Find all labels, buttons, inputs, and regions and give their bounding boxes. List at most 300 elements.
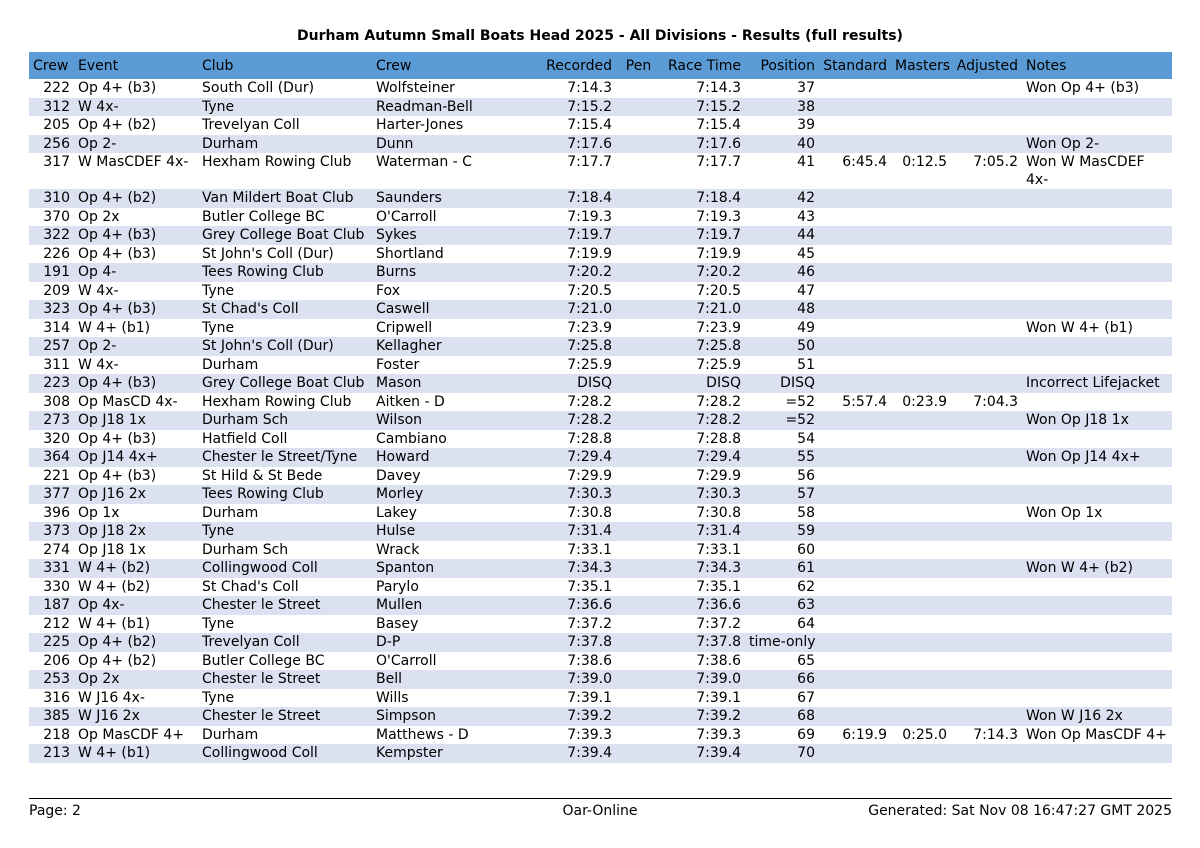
cell-position: 51 bbox=[745, 356, 819, 375]
cell-crew-no: 187 bbox=[29, 596, 74, 615]
cell-masters bbox=[891, 615, 951, 634]
cell-event: Op 4+ (b3) bbox=[74, 79, 198, 98]
cell-adjusted bbox=[951, 744, 1022, 763]
cell-crew: Burns bbox=[372, 263, 502, 282]
cell-masters: 0:23.9 bbox=[891, 393, 951, 412]
cell-club: Butler College BC bbox=[198, 652, 372, 671]
cell-crew: Shortland bbox=[372, 245, 502, 264]
cell-notes bbox=[1022, 189, 1172, 208]
cell-crew: Sykes bbox=[372, 226, 502, 245]
cell-event: Op 4+ (b2) bbox=[74, 116, 198, 135]
table-row bbox=[29, 356, 1172, 375]
cell-adjusted bbox=[951, 596, 1022, 615]
cell-race-time: 7:28.2 bbox=[661, 411, 745, 430]
cell-race-time: 7:25.8 bbox=[661, 337, 745, 356]
cell-crew: O'Carroll bbox=[372, 652, 502, 671]
cell-crew: Bell bbox=[372, 670, 502, 689]
cell-race-time: 7:29.9 bbox=[661, 467, 745, 486]
col-header-crew-no: Crew bbox=[29, 52, 74, 79]
cell-crew-no: 323 bbox=[29, 300, 74, 319]
cell-position: 65 bbox=[745, 652, 819, 671]
cell-club: St Chad's Coll bbox=[198, 578, 372, 597]
cell-crew: Davey bbox=[372, 467, 502, 486]
cell-notes bbox=[1022, 541, 1172, 560]
cell-standard bbox=[819, 596, 891, 615]
cell-recorded: 7:29.9 bbox=[502, 467, 616, 486]
table-row bbox=[29, 189, 1172, 208]
cell-standard: 5:57.4 bbox=[819, 393, 891, 412]
cell-masters bbox=[891, 670, 951, 689]
cell-race-time: 7:31.4 bbox=[661, 522, 745, 541]
cell-standard bbox=[819, 79, 891, 98]
cell-notes bbox=[1022, 744, 1172, 763]
cell-adjusted bbox=[951, 485, 1022, 504]
cell-adjusted bbox=[951, 208, 1022, 227]
cell-recorded: 7:30.3 bbox=[502, 485, 616, 504]
cell-event: Op 2x bbox=[74, 208, 198, 227]
cell-position: 60 bbox=[745, 541, 819, 560]
cell-notes: Won Op J14 4x+ bbox=[1022, 448, 1172, 467]
cell-position: 70 bbox=[745, 744, 819, 763]
table-row bbox=[29, 263, 1172, 282]
cell-notes: Won Op J18 1x bbox=[1022, 411, 1172, 430]
cell-adjusted: 7:05.2 bbox=[951, 153, 1022, 189]
cell-adjusted bbox=[951, 689, 1022, 708]
cell-notes: Won W MasCDEF 4x- bbox=[1022, 153, 1172, 189]
cell-race-time: 7:39.0 bbox=[661, 670, 745, 689]
cell-adjusted bbox=[951, 116, 1022, 135]
table-row bbox=[29, 208, 1172, 227]
cell-masters bbox=[891, 559, 951, 578]
cell-event: W MasCDEF 4x- bbox=[74, 153, 198, 189]
cell-event: Op J16 2x bbox=[74, 485, 198, 504]
cell-standard bbox=[819, 374, 891, 393]
cell-pen bbox=[616, 319, 661, 338]
cell-notes bbox=[1022, 522, 1172, 541]
cell-crew-no: 223 bbox=[29, 374, 74, 393]
cell-adjusted bbox=[951, 559, 1022, 578]
cell-pen bbox=[616, 670, 661, 689]
cell-recorded: 7:33.1 bbox=[502, 541, 616, 560]
cell-pen bbox=[616, 633, 661, 652]
cell-crew-no: 218 bbox=[29, 726, 74, 745]
cell-standard bbox=[819, 98, 891, 117]
cell-crew: Foster bbox=[372, 356, 502, 375]
cell-event: W 4+ (b2) bbox=[74, 578, 198, 597]
cell-position: 48 bbox=[745, 300, 819, 319]
cell-pen bbox=[616, 282, 661, 301]
cell-position: =52 bbox=[745, 411, 819, 430]
cell-crew-no: 222 bbox=[29, 79, 74, 98]
cell-standard bbox=[819, 116, 891, 135]
cell-crew: Dunn bbox=[372, 135, 502, 154]
cell-race-time: 7:39.4 bbox=[661, 744, 745, 763]
cell-recorded: 7:38.6 bbox=[502, 652, 616, 671]
cell-notes bbox=[1022, 337, 1172, 356]
cell-notes: Won Op 4+ (b3) bbox=[1022, 79, 1172, 98]
cell-recorded: 7:39.3 bbox=[502, 726, 616, 745]
cell-notes bbox=[1022, 578, 1172, 597]
cell-pen bbox=[616, 707, 661, 726]
cell-crew-no: 385 bbox=[29, 707, 74, 726]
cell-pen bbox=[616, 300, 661, 319]
cell-club: Tyne bbox=[198, 689, 372, 708]
cell-position: 45 bbox=[745, 245, 819, 264]
cell-recorded: 7:36.6 bbox=[502, 596, 616, 615]
cell-notes bbox=[1022, 670, 1172, 689]
cell-pen bbox=[616, 226, 661, 245]
cell-position: =52 bbox=[745, 393, 819, 412]
cell-notes: Won W J16 2x bbox=[1022, 707, 1172, 726]
cell-masters bbox=[891, 689, 951, 708]
cell-recorded: 7:28.2 bbox=[502, 411, 616, 430]
col-header-club: Club bbox=[198, 52, 372, 79]
cell-position: 55 bbox=[745, 448, 819, 467]
cell-crew: Mullen bbox=[372, 596, 502, 615]
table-row bbox=[29, 522, 1172, 541]
cell-crew-no: 253 bbox=[29, 670, 74, 689]
table-row bbox=[29, 485, 1172, 504]
cell-club: St Chad's Coll bbox=[198, 300, 372, 319]
cell-standard bbox=[819, 578, 891, 597]
cell-standard: 6:45.4 bbox=[819, 153, 891, 189]
cell-adjusted bbox=[951, 578, 1022, 597]
table-row bbox=[29, 633, 1172, 652]
table-row bbox=[29, 153, 1172, 189]
cell-crew-no: 221 bbox=[29, 467, 74, 486]
cell-recorded: 7:29.4 bbox=[502, 448, 616, 467]
cell-masters: 0:25.0 bbox=[891, 726, 951, 745]
cell-crew-no: 316 bbox=[29, 689, 74, 708]
cell-recorded: 7:39.2 bbox=[502, 707, 616, 726]
cell-recorded: 7:20.5 bbox=[502, 282, 616, 301]
cell-club: St John's Coll (Dur) bbox=[198, 245, 372, 264]
cell-notes bbox=[1022, 282, 1172, 301]
cell-position: 43 bbox=[745, 208, 819, 227]
cell-recorded: 7:34.3 bbox=[502, 559, 616, 578]
cell-event: W 4+ (b1) bbox=[74, 744, 198, 763]
cell-club: Grey College Boat Club bbox=[198, 226, 372, 245]
results-table bbox=[29, 52, 1172, 763]
cell-crew-no: 273 bbox=[29, 411, 74, 430]
cell-pen bbox=[616, 79, 661, 98]
cell-club: Collingwood Coll bbox=[198, 559, 372, 578]
cell-club: Chester le Street bbox=[198, 707, 372, 726]
cell-crew: Harter-Jones bbox=[372, 116, 502, 135]
cell-event: Op J18 1x bbox=[74, 541, 198, 560]
cell-adjusted bbox=[951, 522, 1022, 541]
cell-recorded: 7:37.2 bbox=[502, 615, 616, 634]
cell-masters bbox=[891, 707, 951, 726]
cell-event: Op 2- bbox=[74, 135, 198, 154]
table-row bbox=[29, 300, 1172, 319]
cell-notes: Incorrect Lifejacket bbox=[1022, 374, 1172, 393]
cell-adjusted bbox=[951, 282, 1022, 301]
cell-masters bbox=[891, 374, 951, 393]
cell-masters bbox=[891, 245, 951, 264]
cell-crew-no: 364 bbox=[29, 448, 74, 467]
cell-masters: 0:12.5 bbox=[891, 153, 951, 189]
cell-event: W 4x- bbox=[74, 98, 198, 117]
footer-divider bbox=[29, 798, 1172, 799]
col-header-position: Position bbox=[745, 52, 819, 79]
cell-event: Op 4+ (b2) bbox=[74, 633, 198, 652]
cell-masters bbox=[891, 652, 951, 671]
cell-club: Grey College Boat Club bbox=[198, 374, 372, 393]
cell-club: South Coll (Dur) bbox=[198, 79, 372, 98]
cell-event: Op 4+ (b3) bbox=[74, 226, 198, 245]
cell-position: 39 bbox=[745, 116, 819, 135]
cell-adjusted bbox=[951, 615, 1022, 634]
cell-club: Tyne bbox=[198, 319, 372, 338]
cell-position: 46 bbox=[745, 263, 819, 282]
cell-standard: 6:19.9 bbox=[819, 726, 891, 745]
cell-masters bbox=[891, 98, 951, 117]
cell-adjusted bbox=[951, 79, 1022, 98]
cell-race-time: 7:23.9 bbox=[661, 319, 745, 338]
cell-notes bbox=[1022, 393, 1172, 412]
cell-masters bbox=[891, 596, 951, 615]
col-header-recorded: Recorded bbox=[502, 52, 616, 79]
cell-notes: Won Op 1x bbox=[1022, 504, 1172, 523]
cell-event: W J16 2x bbox=[74, 707, 198, 726]
cell-race-time: 7:39.3 bbox=[661, 726, 745, 745]
cell-crew: Parylo bbox=[372, 578, 502, 597]
cell-recorded: 7:35.1 bbox=[502, 578, 616, 597]
cell-notes bbox=[1022, 633, 1172, 652]
cell-crew-no: 212 bbox=[29, 615, 74, 634]
cell-notes: Won Op MasCDF 4+ bbox=[1022, 726, 1172, 745]
cell-adjusted bbox=[951, 652, 1022, 671]
cell-adjusted bbox=[951, 189, 1022, 208]
cell-event: Op 1x bbox=[74, 504, 198, 523]
table-row bbox=[29, 245, 1172, 264]
cell-crew-no: 205 bbox=[29, 116, 74, 135]
cell-pen bbox=[616, 522, 661, 541]
cell-crew: Fox bbox=[372, 282, 502, 301]
table-row bbox=[29, 116, 1172, 135]
cell-club: Van Mildert Boat Club bbox=[198, 189, 372, 208]
cell-pen bbox=[616, 485, 661, 504]
page-number: Page: 2 bbox=[29, 803, 81, 819]
col-header-masters: Masters bbox=[891, 52, 951, 79]
cell-position: 64 bbox=[745, 615, 819, 634]
cell-adjusted bbox=[951, 467, 1022, 486]
cell-club: Tyne bbox=[198, 98, 372, 117]
cell-pen bbox=[616, 689, 661, 708]
cell-pen bbox=[616, 98, 661, 117]
cell-crew-no: 226 bbox=[29, 245, 74, 264]
cell-crew: Hulse bbox=[372, 522, 502, 541]
table-row bbox=[29, 689, 1172, 708]
cell-crew-no: 213 bbox=[29, 744, 74, 763]
table-row bbox=[29, 135, 1172, 154]
cell-standard bbox=[819, 263, 891, 282]
cell-race-time: 7:17.6 bbox=[661, 135, 745, 154]
table-row bbox=[29, 393, 1172, 412]
cell-notes bbox=[1022, 300, 1172, 319]
cell-crew-no: 312 bbox=[29, 98, 74, 117]
cell-event: W 4+ (b1) bbox=[74, 319, 198, 338]
cell-notes bbox=[1022, 652, 1172, 671]
table-row bbox=[29, 374, 1172, 393]
cell-standard bbox=[819, 467, 891, 486]
cell-notes bbox=[1022, 615, 1172, 634]
cell-club: Collingwood Coll bbox=[198, 744, 372, 763]
cell-adjusted bbox=[951, 504, 1022, 523]
cell-event: Op 4+ (b3) bbox=[74, 245, 198, 264]
cell-crew-no: 320 bbox=[29, 430, 74, 449]
cell-crew: Basey bbox=[372, 615, 502, 634]
cell-pen bbox=[616, 189, 661, 208]
table-row bbox=[29, 726, 1172, 745]
cell-adjusted bbox=[951, 263, 1022, 282]
cell-club: Durham bbox=[198, 356, 372, 375]
cell-standard bbox=[819, 541, 891, 560]
cell-position: 63 bbox=[745, 596, 819, 615]
cell-adjusted bbox=[951, 430, 1022, 449]
cell-masters bbox=[891, 319, 951, 338]
cell-standard bbox=[819, 744, 891, 763]
cell-crew: Cripwell bbox=[372, 319, 502, 338]
cell-masters bbox=[891, 578, 951, 597]
table-row bbox=[29, 430, 1172, 449]
cell-club: Durham bbox=[198, 135, 372, 154]
cell-masters bbox=[891, 448, 951, 467]
cell-standard bbox=[819, 208, 891, 227]
cell-position: 40 bbox=[745, 135, 819, 154]
cell-recorded: 7:17.7 bbox=[502, 153, 616, 189]
cell-pen bbox=[616, 726, 661, 745]
col-header-pen: Pen bbox=[616, 52, 661, 79]
cell-position: 69 bbox=[745, 726, 819, 745]
results-body bbox=[29, 79, 1172, 763]
cell-pen bbox=[616, 467, 661, 486]
cell-event: W 4+ (b2) bbox=[74, 559, 198, 578]
cell-recorded: 7:31.4 bbox=[502, 522, 616, 541]
cell-adjusted bbox=[951, 448, 1022, 467]
table-row bbox=[29, 226, 1172, 245]
cell-standard bbox=[819, 615, 891, 634]
cell-position: 47 bbox=[745, 282, 819, 301]
cell-crew: Saunders bbox=[372, 189, 502, 208]
cell-notes bbox=[1022, 208, 1172, 227]
table-row bbox=[29, 652, 1172, 671]
cell-crew-no: 191 bbox=[29, 263, 74, 282]
cell-club: Hexham Rowing Club bbox=[198, 153, 372, 189]
col-header-standard: Standard bbox=[819, 52, 891, 79]
cell-event: Op J18 1x bbox=[74, 411, 198, 430]
cell-event: Op 4+ (b2) bbox=[74, 652, 198, 671]
cell-club: St John's Coll (Dur) bbox=[198, 337, 372, 356]
table-row bbox=[29, 559, 1172, 578]
cell-crew: Spanton bbox=[372, 559, 502, 578]
cell-recorded: 7:28.2 bbox=[502, 393, 616, 412]
cell-adjusted bbox=[951, 374, 1022, 393]
cell-adjusted bbox=[951, 411, 1022, 430]
cell-event: Op J14 4x+ bbox=[74, 448, 198, 467]
cell-race-time: 7:29.4 bbox=[661, 448, 745, 467]
cell-adjusted bbox=[951, 300, 1022, 319]
cell-recorded: 7:23.9 bbox=[502, 319, 616, 338]
cell-recorded: 7:25.9 bbox=[502, 356, 616, 375]
cell-event: Op 4x- bbox=[74, 596, 198, 615]
cell-position: 68 bbox=[745, 707, 819, 726]
cell-pen bbox=[616, 559, 661, 578]
cell-race-time: 7:34.3 bbox=[661, 559, 745, 578]
cell-position: 49 bbox=[745, 319, 819, 338]
table-row bbox=[29, 707, 1172, 726]
cell-crew: D-P bbox=[372, 633, 502, 652]
cell-notes: Won Op 2- bbox=[1022, 135, 1172, 154]
table-row bbox=[29, 448, 1172, 467]
cell-masters bbox=[891, 337, 951, 356]
cell-event: W 4x- bbox=[74, 282, 198, 301]
cell-standard bbox=[819, 448, 891, 467]
cell-club: St Hild & St Bede bbox=[198, 467, 372, 486]
cell-notes bbox=[1022, 98, 1172, 117]
cell-crew-no: 274 bbox=[29, 541, 74, 560]
cell-crew-no: 225 bbox=[29, 633, 74, 652]
cell-notes bbox=[1022, 245, 1172, 264]
cell-recorded: 7:20.2 bbox=[502, 263, 616, 282]
cell-masters bbox=[891, 744, 951, 763]
cell-adjusted bbox=[951, 541, 1022, 560]
cell-position: 50 bbox=[745, 337, 819, 356]
cell-crew-no: 310 bbox=[29, 189, 74, 208]
cell-adjusted bbox=[951, 670, 1022, 689]
cell-masters bbox=[891, 135, 951, 154]
cell-pen bbox=[616, 615, 661, 634]
col-header-notes: Notes bbox=[1022, 52, 1172, 79]
cell-standard bbox=[819, 652, 891, 671]
cell-event: Op 4+ (b3) bbox=[74, 467, 198, 486]
cell-position: 57 bbox=[745, 485, 819, 504]
cell-masters bbox=[891, 116, 951, 135]
cell-masters bbox=[891, 430, 951, 449]
cell-recorded: 7:21.0 bbox=[502, 300, 616, 319]
cell-masters bbox=[891, 411, 951, 430]
cell-pen bbox=[616, 116, 661, 135]
cell-masters bbox=[891, 504, 951, 523]
generated-timestamp: Generated: Sat Nov 08 16:47:27 GMT 2025 bbox=[868, 803, 1172, 819]
cell-standard bbox=[819, 226, 891, 245]
cell-pen bbox=[616, 541, 661, 560]
cell-masters bbox=[891, 208, 951, 227]
cell-masters bbox=[891, 79, 951, 98]
cell-recorded: 7:19.3 bbox=[502, 208, 616, 227]
page-title: Durham Autumn Small Boats Head 2025 - All Divisions - Results (full results) bbox=[297, 28, 903, 44]
cell-masters bbox=[891, 541, 951, 560]
cell-race-time: 7:38.6 bbox=[661, 652, 745, 671]
cell-pen bbox=[616, 245, 661, 264]
cell-crew: Morley bbox=[372, 485, 502, 504]
cell-recorded: 7:18.4 bbox=[502, 189, 616, 208]
cell-notes bbox=[1022, 485, 1172, 504]
cell-event: Op 4+ (b3) bbox=[74, 430, 198, 449]
cell-standard bbox=[819, 411, 891, 430]
cell-crew-no: 209 bbox=[29, 282, 74, 301]
cell-event: Op 4+ (b3) bbox=[74, 374, 198, 393]
cell-position: 42 bbox=[745, 189, 819, 208]
cell-notes bbox=[1022, 356, 1172, 375]
cell-masters bbox=[891, 300, 951, 319]
cell-club: Durham Sch bbox=[198, 541, 372, 560]
cell-recorded: 7:15.4 bbox=[502, 116, 616, 135]
cell-masters bbox=[891, 522, 951, 541]
cell-notes bbox=[1022, 467, 1172, 486]
cell-standard bbox=[819, 559, 891, 578]
